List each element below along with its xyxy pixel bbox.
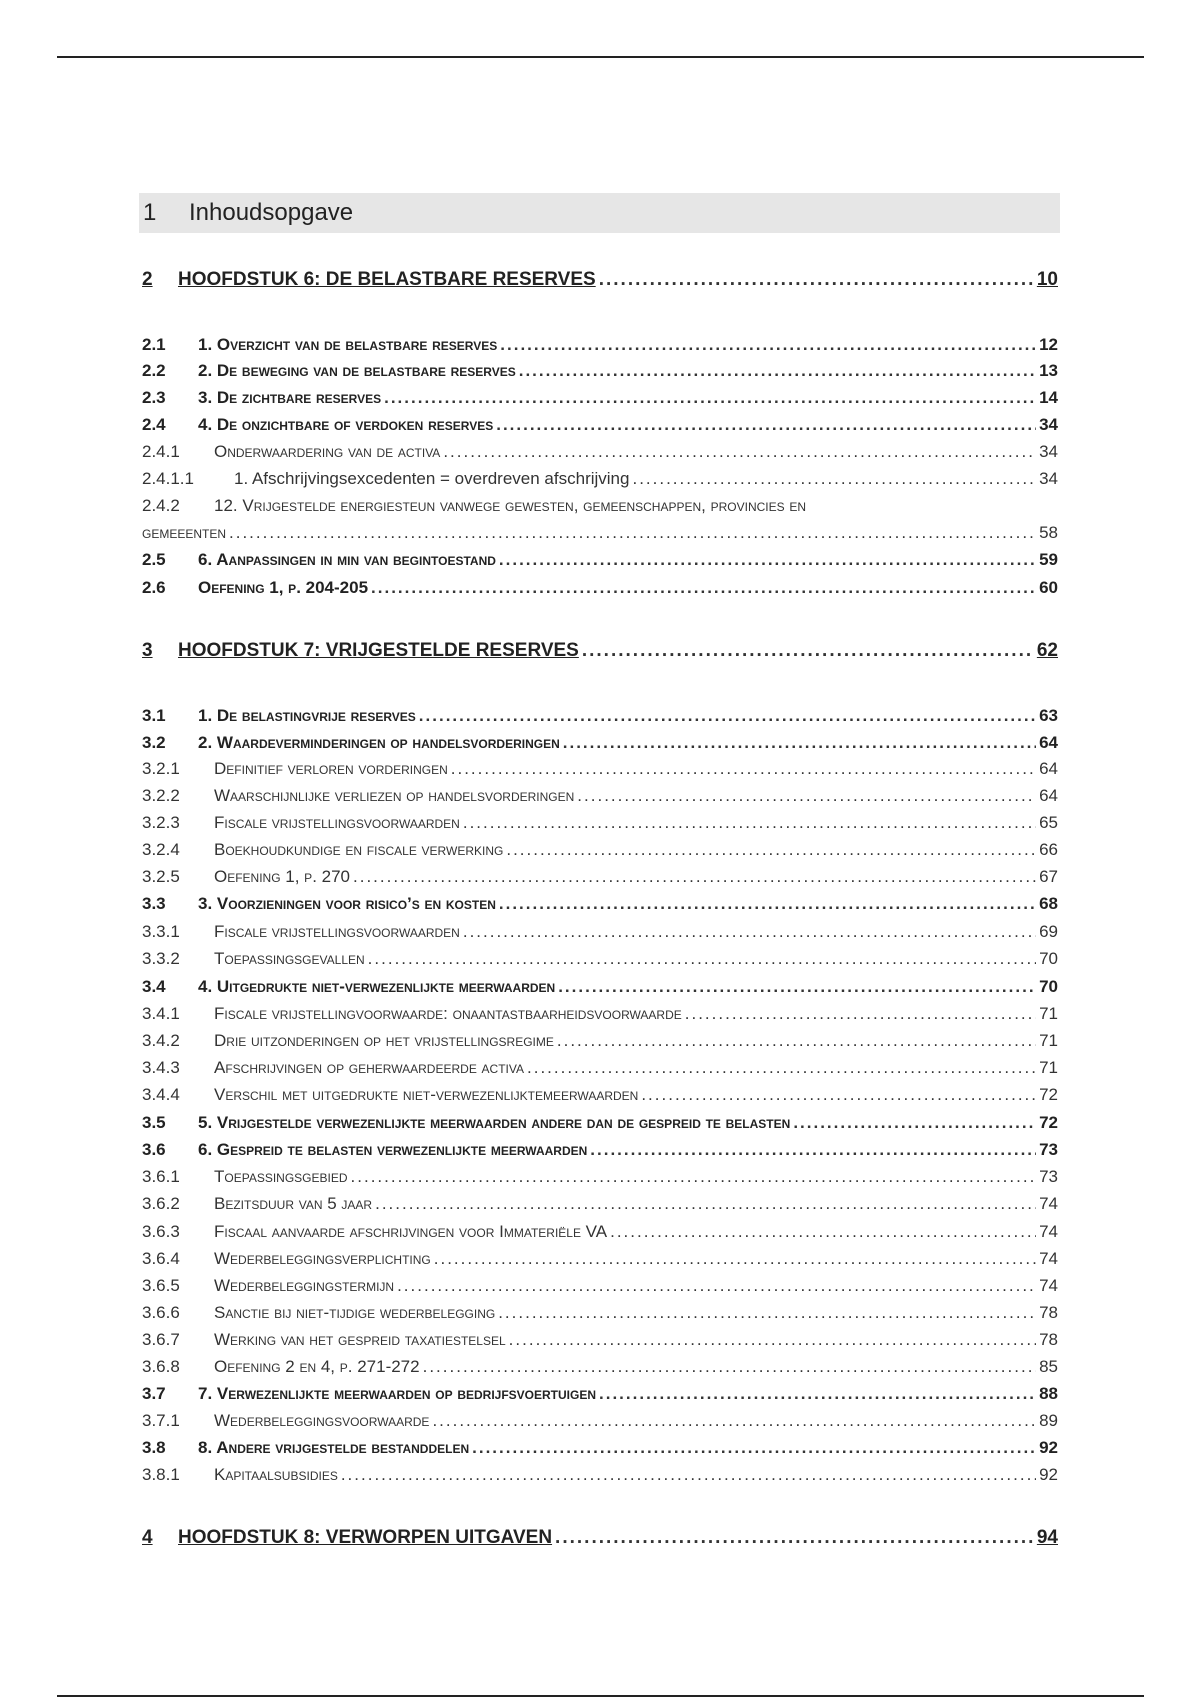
toc-entry[interactable] xyxy=(142,1463,1058,1487)
toc-entry-title: Afschrijvingen op geherwaardeerde activa xyxy=(214,1058,524,1077)
toc-entry-number: 3.5 xyxy=(142,1113,166,1132)
toc-entry[interactable] xyxy=(142,1165,1058,1189)
toc-entry[interactable] xyxy=(142,333,1058,357)
toc-entry[interactable] xyxy=(142,920,1058,944)
toc-entry-title: HOOFDSTUK 7: VRIJGESTELDE RESERVES xyxy=(178,640,579,661)
dot-leader xyxy=(368,947,1036,971)
toc-entry-title: Wederbeleggingsverplichting xyxy=(214,1249,431,1268)
toc-entry-title: Drie uitzonderingen op het vrijstellingsregime xyxy=(214,1031,554,1050)
toc-entry[interactable] xyxy=(142,1029,1058,1053)
toc-entry-number: 3.6.1 xyxy=(142,1167,180,1186)
dot-leader xyxy=(371,576,1036,600)
toc-heading-number: 1 xyxy=(143,199,157,226)
dot-leader xyxy=(563,731,1036,755)
toc-entry[interactable] xyxy=(142,1409,1058,1433)
toc-entry-page: 89 xyxy=(1039,1411,1058,1430)
toc-entry-title: 4. De onzichtbare of verdoken reserves xyxy=(198,415,494,434)
toc-entry-number: 2.3 xyxy=(142,388,166,407)
dot-leader xyxy=(498,1301,1036,1325)
toc-entry-page: 78 xyxy=(1039,1330,1058,1349)
toc-entry-number: 3.6.6 xyxy=(142,1303,180,1322)
dot-leader xyxy=(641,1083,1036,1107)
dot-leader xyxy=(443,440,1036,464)
toc-entry-page: 69 xyxy=(1039,922,1058,941)
dot-leader xyxy=(423,1355,1036,1379)
toc-entry[interactable] xyxy=(142,1056,1058,1080)
toc-entry-page: 66 xyxy=(1039,840,1058,859)
toc-entry-title: Fiscale vrijstellingsvoorwaarden xyxy=(214,922,460,941)
toc-entry-page: 71 xyxy=(1039,1004,1058,1023)
toc-entry-number: 3.6.8 xyxy=(142,1357,180,1376)
toc-entry[interactable] xyxy=(142,838,1058,862)
toc-entry-title: 1. De belastingvrije reserves xyxy=(198,706,416,725)
dot-leader xyxy=(509,1328,1036,1352)
toc-entry[interactable] xyxy=(142,975,1058,999)
toc-entry-page: 78 xyxy=(1039,1303,1058,1322)
toc-entry-page: 73 xyxy=(1039,1140,1058,1159)
dot-leader xyxy=(500,333,1036,357)
toc-entry[interactable] xyxy=(142,440,1058,464)
toc-entry-title: Werking van het gespreid taxatiestelsel xyxy=(214,1330,506,1349)
toc-entry[interactable] xyxy=(142,892,1058,916)
toc-entry-number: 3.3.2 xyxy=(142,949,180,968)
toc-entry-page: 92 xyxy=(1039,1438,1058,1457)
toc-entry-page: 71 xyxy=(1039,1031,1058,1050)
toc-heading-title: Inhoudsopgave xyxy=(189,199,354,226)
dot-leader xyxy=(496,413,1036,437)
toc-entry-page: 58 xyxy=(1039,523,1058,542)
toc-entry-title: HOOFDSTUK 8: VERWORPEN UITGAVEN xyxy=(178,1527,553,1548)
toc-entry-number: 2.6 xyxy=(142,578,166,597)
toc-entry-page: 10 xyxy=(1036,269,1058,290)
toc-entry-number: 2.5 xyxy=(142,550,166,569)
dot-leader xyxy=(577,784,1036,808)
toc-entry-page: 60 xyxy=(1039,578,1058,597)
toc-entry-number: 2.4.2 xyxy=(142,496,180,515)
toc-entry-title: Toepassingsgevallen xyxy=(214,949,365,968)
toc-entry-page: 63 xyxy=(1039,706,1058,725)
toc-entry-title: HOOFDSTUK 6: DE BELASTBARE RESERVES xyxy=(178,269,596,290)
header-rule xyxy=(57,56,1144,58)
toc-entry[interactable] xyxy=(142,1083,1058,1107)
toc-entry-page: 64 xyxy=(1039,733,1058,752)
toc-entry[interactable] xyxy=(142,521,1058,545)
dot-leader xyxy=(527,1056,1036,1080)
toc-entry-number: 3.2 xyxy=(142,733,166,752)
toc-entry-page: 70 xyxy=(1039,977,1058,996)
toc-entry-title: Boekhoudkundige en fiscale verwerking xyxy=(214,840,504,859)
toc-entry-page: 85 xyxy=(1039,1357,1058,1376)
toc-entry-page: 62 xyxy=(1036,640,1058,661)
toc-entry-title: Fiscale vrijstellingvoorwaarde: onaantastbaarheidsvoorwaarde xyxy=(214,1004,682,1023)
toc-entry-number: 3.4.3 xyxy=(142,1058,180,1077)
toc-entry[interactable] xyxy=(142,1220,1058,1244)
toc-entry-number: 3.7 xyxy=(142,1384,166,1403)
toc-entry-page: 34 xyxy=(1039,469,1058,488)
toc-entry-page: 12 xyxy=(1039,335,1058,354)
footer-rule xyxy=(57,1695,1144,1697)
toc-entry-page: 64 xyxy=(1039,759,1058,778)
toc-entry[interactable] xyxy=(142,1247,1058,1271)
toc-entry[interactable] xyxy=(142,1111,1058,1135)
toc-entry-page: 92 xyxy=(1039,1465,1058,1484)
toc-entry[interactable] xyxy=(142,947,1058,971)
toc-entry[interactable] xyxy=(142,576,1058,600)
dot-leader xyxy=(351,1165,1037,1189)
toc-entry-number: 3.2.4 xyxy=(142,840,180,859)
toc-entry-title: 1. Overzicht van de belastbare reserves xyxy=(198,335,498,354)
toc-entry-title: Oefening 1, p. 270 xyxy=(214,867,350,886)
toc-entry-number: 3.6.7 xyxy=(142,1330,180,1349)
toc-entry-page: 67 xyxy=(1039,867,1058,886)
toc-entry[interactable] xyxy=(142,386,1058,410)
toc-entry-page: 94 xyxy=(1036,1527,1058,1548)
toc-entry-number: 3.1 xyxy=(142,706,166,725)
dot-leader xyxy=(519,359,1036,383)
dot-leader xyxy=(610,1220,1036,1244)
dot-leader xyxy=(555,1526,1034,1550)
toc-entry-page: 65 xyxy=(1039,813,1058,832)
toc-entry-title: 12. Vrijgestelde energiesteun vanwege gewesten, gemeenschappen, provincies en xyxy=(214,496,807,515)
dot-leader xyxy=(590,1138,1036,1162)
toc-entry-number: 3.8.1 xyxy=(142,1465,180,1484)
toc-entry-number: 3.3 xyxy=(142,894,166,913)
dot-leader xyxy=(419,704,1036,728)
dot-leader xyxy=(472,1436,1036,1460)
dot-leader xyxy=(793,1111,1036,1135)
toc-entry-title: Wederbeleggingsvoorwaarde xyxy=(214,1411,430,1430)
dot-leader xyxy=(499,892,1036,916)
toc-entry-page: 88 xyxy=(1039,1384,1058,1403)
toc-entry[interactable] xyxy=(142,1002,1058,1026)
toc-entry-title: Oefening 2 en 4, p. 271-272 xyxy=(214,1357,420,1376)
dot-leader xyxy=(685,1002,1036,1026)
toc-entry[interactable] xyxy=(142,413,1058,437)
toc-entry-title: Wederbeleggingstermijn xyxy=(214,1276,395,1295)
toc-entry[interactable] xyxy=(142,1526,1058,1550)
dot-leader xyxy=(506,838,1036,862)
toc-entry-title: gemeeenten xyxy=(142,523,227,542)
toc-entry-title: 7. Verwezenlijkte meerwaarden op bedrijfsvoertuigen xyxy=(198,1384,597,1403)
toc-entry-title: 1. Afschrijvingsexcedenten = overdreven afschrijving xyxy=(234,469,630,488)
toc-entry-page: 13 xyxy=(1039,361,1058,380)
toc-entry[interactable] xyxy=(142,1138,1058,1162)
toc-entry-number: 3.3.1 xyxy=(142,922,180,941)
dot-leader xyxy=(397,1274,1036,1298)
dot-leader xyxy=(499,548,1036,572)
dot-leader xyxy=(582,639,1034,663)
toc-entry-number: 2.4 xyxy=(142,415,166,434)
toc-entry[interactable] xyxy=(142,1328,1058,1352)
toc-entry[interactable] xyxy=(142,731,1058,755)
dot-leader xyxy=(375,1192,1036,1216)
toc-entry-number: 3.4.2 xyxy=(142,1031,180,1050)
toc-entry-number: 3.6 xyxy=(142,1140,166,1159)
dot-leader xyxy=(384,386,1036,410)
toc-entry[interactable] xyxy=(142,811,1058,835)
toc-entry[interactable] xyxy=(142,268,1058,292)
toc-entry-title: 2. De beweging van de belastbare reserves xyxy=(198,361,516,380)
toc-entry-number: 3.4.1 xyxy=(142,1004,180,1023)
toc-entry[interactable] xyxy=(142,1382,1058,1406)
toc-entry[interactable] xyxy=(142,1355,1058,1379)
toc-entry-title: Sanctie bij niet-tijdige wederbelegging xyxy=(214,1303,496,1322)
toc-entry-page: 74 xyxy=(1039,1249,1058,1268)
dot-leader xyxy=(632,467,1036,491)
toc-entry-page: 72 xyxy=(1039,1113,1058,1132)
toc-entry-number: 3.8 xyxy=(142,1438,166,1457)
toc-entry-title: Kapitaalsubsidies xyxy=(214,1465,338,1484)
dot-leader xyxy=(599,1382,1036,1406)
toc-entry-number: 3.6.4 xyxy=(142,1249,180,1268)
toc-entry-page: 34 xyxy=(1039,415,1058,434)
dot-leader xyxy=(432,1409,1036,1433)
toc-entry-page: 68 xyxy=(1039,894,1058,913)
dot-leader xyxy=(229,521,1036,545)
toc-entry-title: 6. Gespreid te belasten verwezenlijkte meerwaarden xyxy=(198,1140,588,1159)
toc-entry-number: 3.4.4 xyxy=(142,1085,180,1104)
dot-leader xyxy=(463,920,1036,944)
toc-entry-page: 74 xyxy=(1039,1222,1058,1241)
toc-entry-number: 3.6.2 xyxy=(142,1194,180,1213)
toc-entry-number: 3.2.1 xyxy=(142,759,180,778)
toc-entry-title: 5. Vrijgestelde verwezenlijkte meerwaarden andere dan de gespreid te belasten xyxy=(198,1113,791,1132)
dot-leader xyxy=(451,757,1036,781)
toc-entry-title: Oefening 1, p. 204-205 xyxy=(198,578,369,597)
toc-entry-number: 2.1 xyxy=(142,335,166,354)
toc-entry-title: Onderwaardering van de activa xyxy=(214,442,441,461)
toc-entry-number: 2.4.1 xyxy=(142,442,180,461)
toc-entry[interactable] xyxy=(142,1301,1058,1325)
toc-entry[interactable] xyxy=(142,1192,1058,1216)
toc-entry-number: 3.6.3 xyxy=(142,1222,180,1241)
dot-leader xyxy=(353,865,1036,889)
toc-entry-number: 3.6.5 xyxy=(142,1276,180,1295)
toc-entry-title: 6. Aanpassingen in min van begintoestand xyxy=(198,550,496,569)
toc-entry[interactable] xyxy=(142,467,1058,491)
toc-entry-title: Toepassingsgebied xyxy=(214,1167,348,1186)
dot-leader xyxy=(558,975,1036,999)
toc-entry[interactable] xyxy=(142,784,1058,808)
toc-entry-number: 2 xyxy=(142,269,153,290)
toc-entry-page: 71 xyxy=(1039,1058,1058,1077)
toc-entry-page: 64 xyxy=(1039,786,1058,805)
toc-entry-page: 70 xyxy=(1039,949,1058,968)
toc-entry-title: Bezitsduur van 5 jaar xyxy=(214,1194,373,1213)
toc-entry-title: Waarschijnlijke verliezen op handelsvorderingen xyxy=(214,786,575,805)
dot-leader xyxy=(341,1463,1036,1487)
toc-entry-number: 3.2.2 xyxy=(142,786,180,805)
toc-entry[interactable] xyxy=(142,865,1058,889)
toc-entry-page: 73 xyxy=(1039,1167,1058,1186)
toc-entry-number: 4 xyxy=(142,1527,153,1548)
toc-entry-title: Definitief verloren vorderingen xyxy=(214,759,448,778)
toc-entry[interactable] xyxy=(142,639,1058,663)
toc-entry-page: 72 xyxy=(1039,1085,1058,1104)
toc-heading xyxy=(139,193,1060,233)
toc-entry[interactable] xyxy=(142,548,1058,572)
toc-entry-number: 3.2.5 xyxy=(142,867,180,886)
dot-leader xyxy=(599,268,1034,292)
toc-entry-title: 3. De zichtbare reserves xyxy=(198,388,382,407)
toc-entry-number: 3.4 xyxy=(142,977,166,996)
toc-entry-number: 2.2 xyxy=(142,361,166,380)
dot-leader xyxy=(557,1029,1036,1053)
toc-entry-title: 2. Waardeverminderingen op handelsvorderingen xyxy=(198,733,560,752)
toc-entry[interactable] xyxy=(142,1436,1058,1460)
toc-entry-title: 4. Uitgedrukte niet-verwezenlijkte meerwaarden xyxy=(198,977,556,996)
toc-entry-page: 34 xyxy=(1039,442,1058,461)
toc-entry[interactable] xyxy=(142,757,1058,781)
toc-entry[interactable] xyxy=(142,359,1058,383)
toc-entry-number: 3 xyxy=(142,640,153,661)
dot-leader xyxy=(434,1247,1036,1271)
toc-entry[interactable] xyxy=(142,494,1058,518)
toc-entry-number: 2.4.1.1 xyxy=(142,469,194,488)
toc-entry-title: Fiscale vrijstellingsvoorwaarden xyxy=(214,813,460,832)
toc-entry-page: 74 xyxy=(1039,1194,1058,1213)
toc-entry-number: 3.2.3 xyxy=(142,813,180,832)
toc-entry-title: Fiscaal aanvaarde afschrijvingen voor Immateriële VA xyxy=(214,1222,608,1241)
toc-entry-title: Verschil met uitgedrukte niet-verwezenlijktemeerwaarden xyxy=(214,1085,639,1104)
dot-leader xyxy=(463,811,1036,835)
toc-entry-page: 14 xyxy=(1039,388,1058,407)
toc-entry[interactable] xyxy=(142,1274,1058,1298)
toc-entry-title: 8. Andere vrijgestelde bestanddelen xyxy=(198,1438,470,1457)
toc-entry[interactable] xyxy=(142,704,1058,728)
toc-entry-number: 3.7.1 xyxy=(142,1411,180,1430)
toc-entry-title: 3. Voorzieningen voor risico’s en kosten xyxy=(198,894,496,913)
toc-entry-page: 59 xyxy=(1039,550,1058,569)
toc-entry-page: 74 xyxy=(1039,1276,1058,1295)
